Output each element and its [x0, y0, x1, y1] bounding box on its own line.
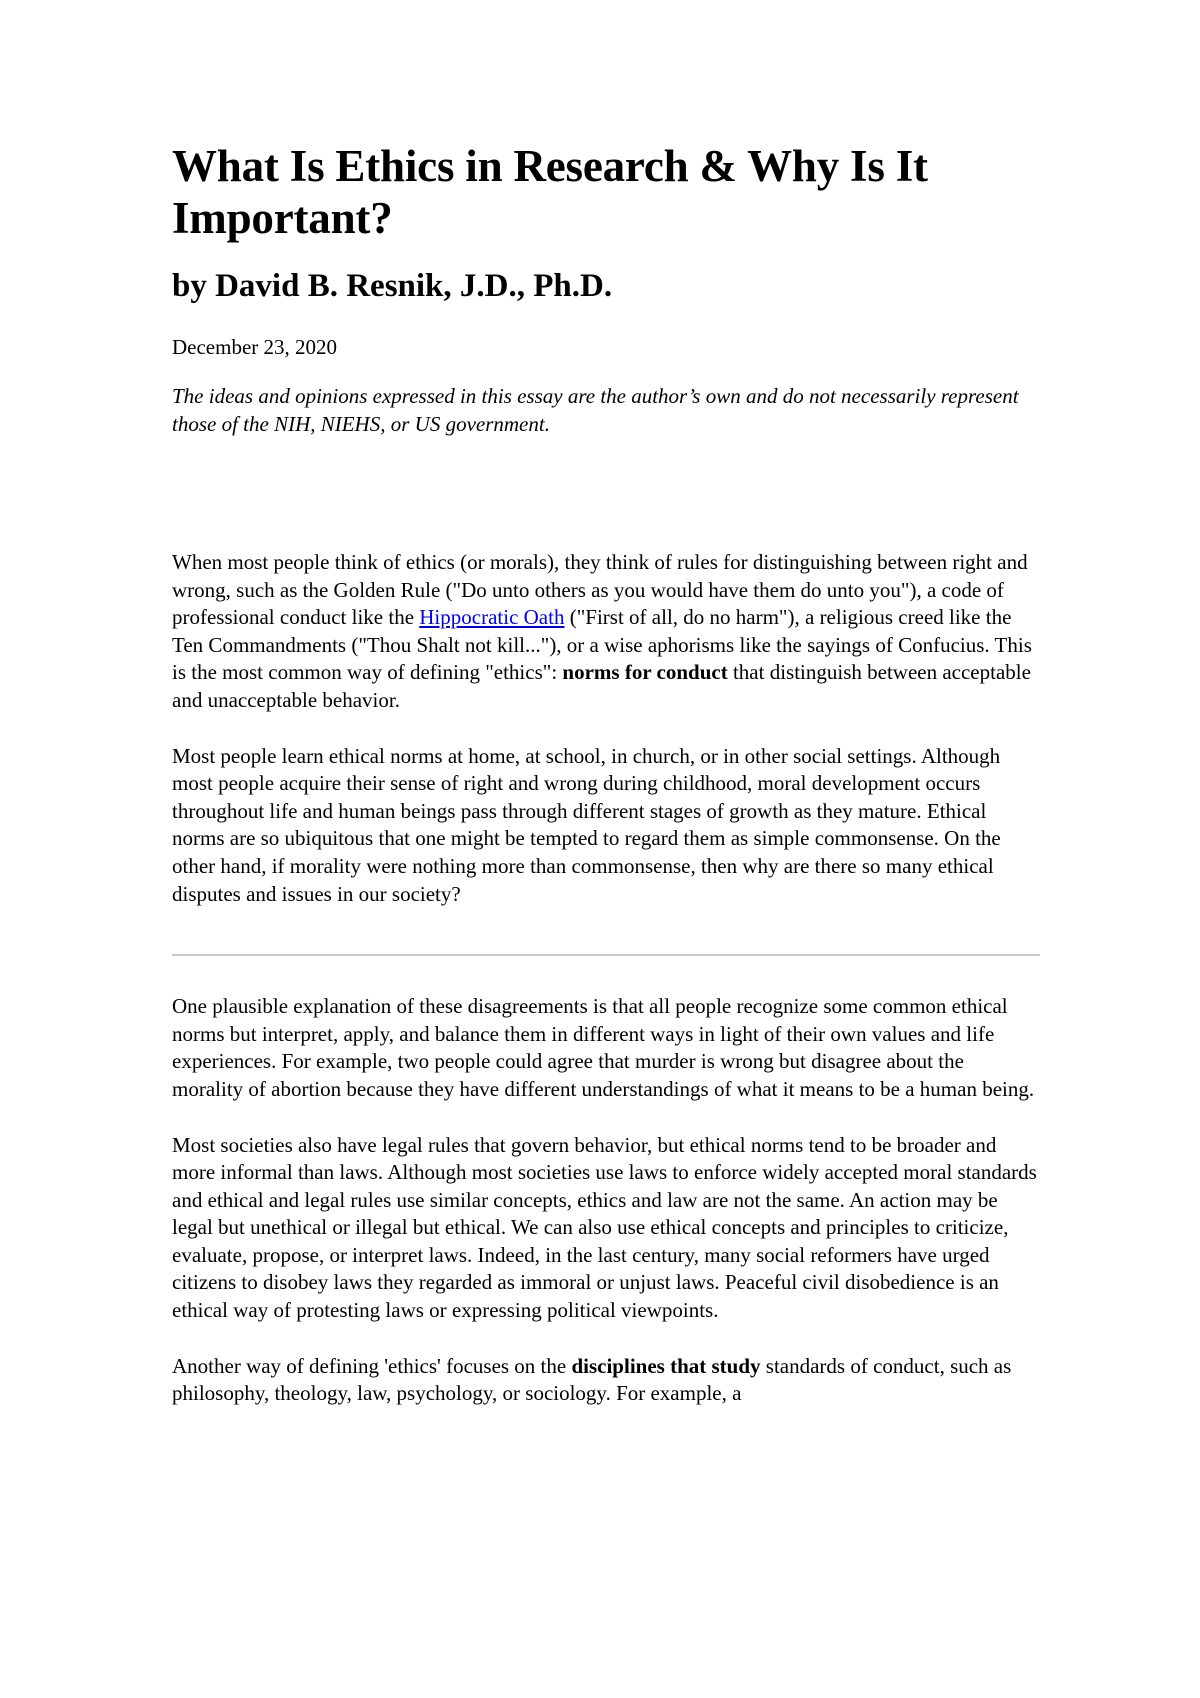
paragraph-disciplines: [172, 1353, 1040, 1408]
paragraph-text: When most people think of ethics (or morals), they think of rules for distinguishing between right and wrong, such as the Golden Rule ("Do unto others as you would have them do unto you"), a code of professional conduct like the: [172, 550, 1028, 630]
paragraph-ethics-definition: [172, 549, 1040, 715]
paragraph-disagreements: One plausible explanation of these disagreements is that all people recognize some common ethical norms but interpret, apply, and balance them in different ways in light of their own values and life experiences. For example, two people could agree that murder is wrong but disagree about the morality of abortion because they have different understandings of what it means to be a human being.: [172, 994, 1035, 1101]
disclaimer: The ideas and opinions expressed in this essay are the author’s own and do not necessarily represent those of the NIH, NIEHS, or US government.: [172, 384, 1019, 436]
paragraph-legal-rules: Most societies also have legal rules that govern behavior, but ethical norms tend to be broader and more informal than laws. Although most societies use laws to enforce widely accepted moral standards and ethical and legal rules use similar concepts, ethics and law are not the same. An action may be legal but unethical or illegal but ethical. We can also use ethical concepts and principles to criticize, evaluate, propose, or interpret laws. Indeed, in the last century, many social reformers have urged citizens to disobey laws they regarded as immoral or unjust laws. Peaceful civil disobedience is an ethical way of protesting laws or expressing political viewpoints.: [172, 1132, 1037, 1323]
paragraph-text: that distinguish between acceptable and unacceptable behavior.: [172, 660, 1031, 712]
paragraph-ethical-norms: Most people learn ethical norms at home, at school, in church, or in other social settings. Although most people acquire their sense of right and wrong during childhood, moral development occurs throughout life and human beings pass through different stages of growth as they mature. Ethical norms are so ubiquitous that one might be tempted to regard them as simple commonsense. On the other hand, if morality were nothing more than commonsense, then why are there so many ethical disputes and issues in our society?: [172, 743, 1001, 906]
section-divider: [172, 954, 1040, 956]
article-byline: by David B. Resnik, J.D., Ph.D.: [172, 268, 613, 304]
article: [172, 140, 1040, 1408]
article-date: December 23, 2020: [172, 335, 338, 359]
paragraph-text: ("First of all, do no harm"), a religious creed like the Ten Commandments ("Thou Shalt not kill..."), or a wise aphorisms like the sayings of Confucius. This is the most common way of defining "ethics":: [172, 605, 1032, 685]
bold-term: disciplines that study: [571, 1353, 761, 1378]
article-title: What Is Ethics in Research & Why Is It Important?: [172, 141, 928, 243]
paragraph-text: standards of conduct, such as philosophy, theology, law, psychology, or sociology. For example, a: [172, 1353, 1012, 1406]
paragraph-text: Another way of defining 'ethics' focuses on the: [172, 1353, 572, 1378]
hippocratic-oath-link[interactable]: Hippocratic Oath: [419, 605, 565, 630]
bold-term: norms for conduct: [562, 660, 728, 685]
